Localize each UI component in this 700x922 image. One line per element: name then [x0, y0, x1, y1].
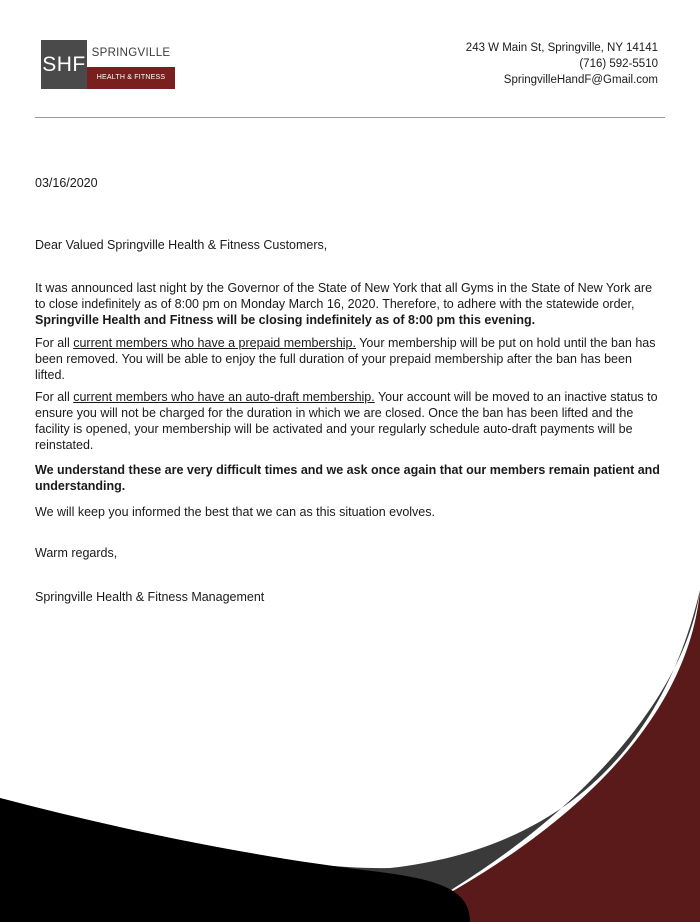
header-divider — [35, 117, 665, 118]
announcement-text: It was announced last night by the Governor of the State of New York that all Gyms in the State of New York are to close indefinitely as of 8:00 pm on Monday March 16, 2020. Therefore, to adhere with the statewide order, — [35, 281, 653, 311]
letter-closing: Warm regards, — [35, 546, 118, 560]
closing-notice: Springville Health and Fitness will be closing indefinitely as of 8:00 pm this evening. — [35, 313, 536, 327]
autodraft-heading: current members who have an auto-draft membership. — [73, 390, 375, 404]
email: SpringvilleHandF@Gmail.com — [503, 74, 658, 86]
letter-date: 03/16/2020 — [35, 176, 98, 190]
understanding-text: We understand these are very difficult times and we ask once again that our members remain patient and understanding. — [35, 463, 660, 493]
autodraft-lead: For all — [35, 390, 74, 404]
address: 243 W Main St, Springville, NY 14141 — [465, 42, 658, 54]
paragraph-announcement — [35, 280, 665, 328]
letter-salutation: Dear Valued Springville Health & Fitness Customers, — [35, 238, 328, 252]
letter-signature: Springville Health & Fitness Management — [35, 590, 265, 604]
contact-block — [466, 40, 658, 88]
prepaid-heading: current members who have a prepaid membership. — [73, 336, 356, 350]
logo-name: SPRINGVILLE — [87, 40, 175, 67]
prepaid-text: Your membership will be put on hold until the ban has been removed. You will be able to enjoy the full duration of your prepaid membership after the ban has been lifted. — [35, 336, 656, 382]
phone: (716) 592-5510 — [579, 58, 658, 70]
paragraph-prepaid — [35, 335, 665, 383]
prepaid-lead: For all — [35, 336, 74, 350]
black-wave — [0, 798, 470, 922]
company-logo — [41, 40, 175, 89]
logo-monogram: SHF — [41, 40, 87, 89]
logo-tagline: HEALTH & FITNESS — [87, 67, 175, 89]
paragraph-understanding — [35, 462, 665, 494]
paragraph-autodraft — [35, 389, 665, 453]
paragraph-informed: We will keep you informed the best that we can as this situation evolves. — [35, 505, 435, 519]
autodraft-text: Your account will be moved to an inactive status to ensure you will not be charged for the duration in which we are closed. Once the ban has been lifted and the facility is opened, your membership will be activated and your regularly schedule auto-draft payments will be reinstated. — [35, 390, 658, 452]
